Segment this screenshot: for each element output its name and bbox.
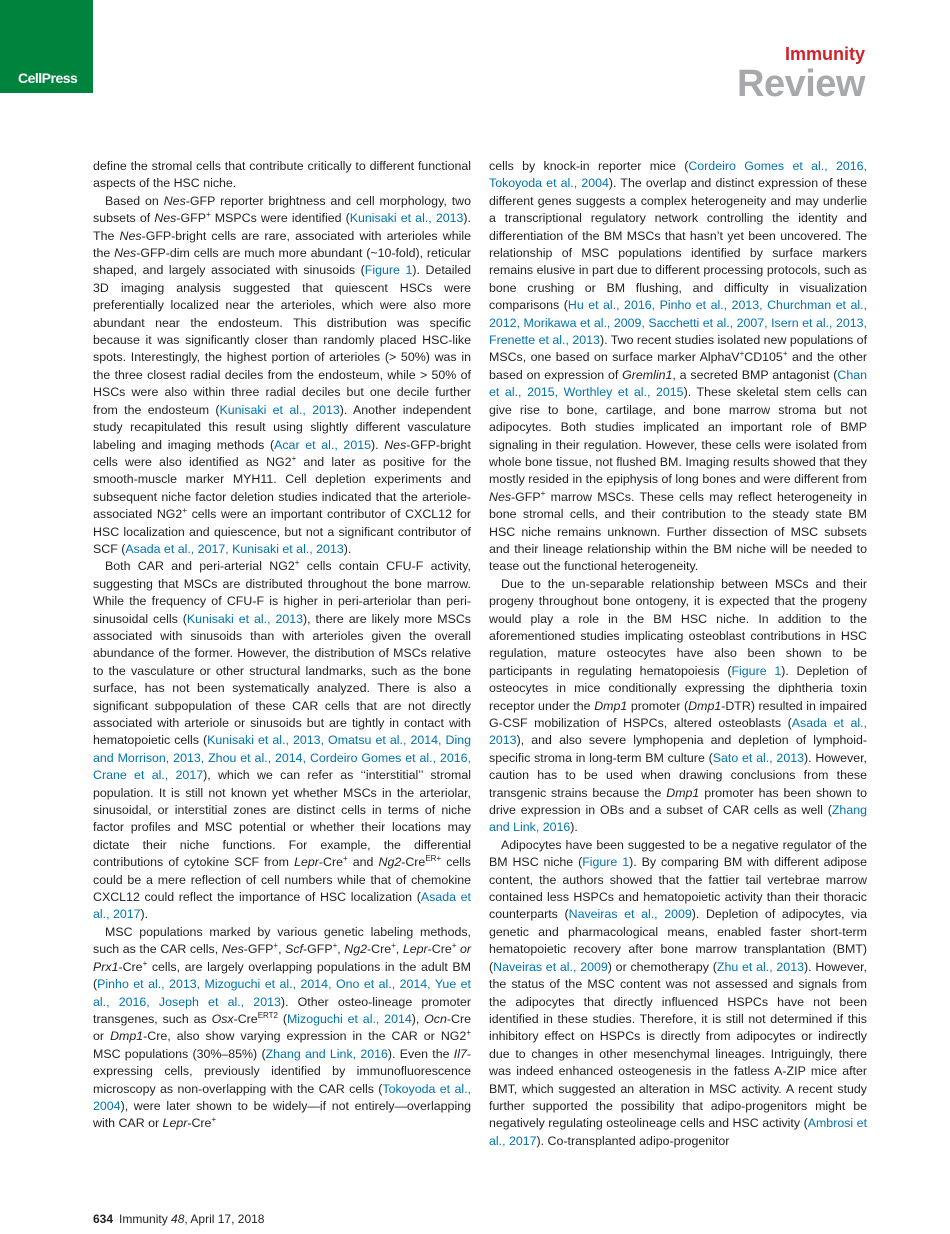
paragraph: Both CAR and peri-arterial NG2+ cells contain CFU-F activity, suggesting that MSCs are distributed throughout the bone marrow. While the frequency of CFU-F is higher in peri-arteriolar than peri-sinusoidal cells (Kunisaki et al., 2013), there are likely more MSCs associated with sinusoids than with arterioles given the overall abundance of the former. However, the distribution of MSCs relative to the vasculature or other structural landmarks, such as the bone surface, has not been systematically analyzed. There is also a significant subpopulation of these CAR cells that are not directly associated with arteriole or sinusoids but are tightly in contact with hematopoietic cells (Kunisaki et al., 2013, Omatsu et al., 2014, Ding and Morrison, 2013, Zhou et al., 2014, Cordeiro Gomes et al., 2016, Crane et al., 2017), which we can refer as ‘‘interstitial’’ stromal population. It is still not known yet whether MSCs in the arteriolar, sinusoidal, or interstitial zones are distinct cells in terms of niche factor profiles and MSC potential or whether their locations may dictate their niche functions. For example, the differential contributions of cytokine SCF from Lepr-Cre+ and Ng2-Cre$^{ER+}$ cells could be a mere reflection of cell numbers while that of chemokine CXCL12 could reflect the importance of HSC localization (Asada et al., 2017). xyxy=(93,558,472,922)
footer-volume: 48 xyxy=(171,1212,185,1226)
citation-link[interactable]: Naveiras et al., 2009 xyxy=(568,907,692,922)
paragraph: MSC populations marked by various genetic labeling methods, such as the CAR cells, Nes-GFP+, Scf-GFP+, Ng2-Cre+, Lepr-Cre+ or Prx1-Cre+ cells, are largely overlapping populations in the adult BM (Pinho et al., 2013, Mizoguchi et al., 2014, Ono et al., 2014, Yue et al., 2016, Joseph et al., 2013). Other osteo-lineage promoter transgenes, such as Osx-Cre$^{ERT2}$ (Mizoguchi et al., 2014), Ocn-Cre or Dmp1-Cre, also show varying expression in the CAR or NG2+ MSC populations (30%–85%) (Zhang and Link, 2016). Even the Il7-expressing cells, previously identified by immunofluorescence microscopy as non-overlapping with the CAR cells (Tokoyoda et al., 2004), were later shown to be widely—if not entirely—overlapping with CAR or Lepr-Cre+ xyxy=(93,924,471,1131)
citation-link[interactable]: Chan et al., 2015, Worthley et al., 2015 xyxy=(489,367,867,400)
citation-link[interactable]: Asada et al., 2017 xyxy=(93,890,471,922)
left-column xyxy=(93,158,471,1133)
citation-link[interactable]: Pinho et al., 2013, Mizoguchi et al., 2014, Ono et al., 2014, Yue et al., 2016, Joseph et al., 2013 xyxy=(93,977,471,1009)
citation-link[interactable]: Naveiras et al., 2009 xyxy=(493,959,608,974)
paragraph: Based on Nes-GFP reporter brightness and cell morphology, two subsets of Nes-GFP+ MSPCs were identified (Kunisaki et al., 2013). The Nes-GFP-bright cells are rare, associated with arterioles while the Nes-GFP-dim cells are much more abundant (~10-fold), reticular shaped, and largely associated with sinusoids (Figure 1). Detailed 3D imaging analysis suggested that quiescent HSCs were preferentially localized near the arterioles, which were also more abundant near the endosteum. This distribution was specific because it was significantly closer than randomly placed HSC-like spots. Interestingly, the highest portion of arterioles (> 50%) was in the three closest radial deciles from the endosteum, while > 50% of HSCs were also within three radial deciles but one decile further from the endosteum (Kunisaki et al., 2013). Another independent study recapitulated this result using slightly different vasculature labeling and imaging methods (Acar et al., 2015). Nes-GFP-bright cells were also identified as NG2+ and later as positive for the smooth-muscle marker MYH11. Cell depletion experiments and subsequent niche factor deletion studies indicated that the arteriole-associated NG2+ cells were an important contributor of CXCL12 for HSC localization and quiescence, but not a significant contributor of SCF (Asada et al., 2017, Kunisaki et al., 2013). xyxy=(93,193,472,556)
citation-link[interactable]: Zhang and Link, 2016 xyxy=(265,1046,388,1061)
paragraph: Adipocytes have been suggested to be a negative regulator of the BM HSC niche (Figure 1). By comparing BM with different adipose content, the authors showed that the fattier tail vertebrae marrow contained less HSPCs and hematopoietic activity than their thoracic counterparts (Naveiras et al., 2009). Depletion of adipocytes, via genetic and pharmacological means, enabled faster short-term hematopoietic recovery after bone marrow transplantation (BMT) (Naveiras et al., 2009) or chemotherapy (Zhu et al., 2013). However, the status of the MSC content was not assessed and signals from the adipocytes that directly influenced HSPCs have not been identified in these studies. Therefore, it is still not determined if this inhibitory effect on HSPCs is directly from adipocytes or indirectly due to changes in other mesenchymal lineages. Intriguingly, there was indeed enhanced osteogenesis in the fatless A-ZIP mice after BMT, which suggested an alteration in MSC activity. A recent study further supported the possibility that adipo-progenitors might be negatively regulating osteolineage cells and HSC activity (Ambrosi et al., 2017). Co-transplanted adipo-progenitor xyxy=(489,837,868,1148)
citation-link[interactable]: Cordeiro Gomes et al., 2016, Tokoyoda et al., 2004 xyxy=(489,159,867,191)
citation-link[interactable]: Kunisaki et al., 2013, Omatsu et al., 2014, Ding and Morrison, 2013, Zhou et al., 2014, Cordeiro Gomes et al., 2016, Crane et al., 2017 xyxy=(93,733,471,783)
footer-journal: Immunity xyxy=(119,1212,172,1226)
publisher-logo-text: CellPress xyxy=(18,70,78,86)
page-number: 634 xyxy=(93,1212,114,1226)
publisher-logo xyxy=(0,0,93,93)
citation-link[interactable]: Kunisaki et al., 2013 xyxy=(186,611,304,626)
paragraph: Due to the un-separable relationship between MSCs and their progeny throughout bone ontogeny, it is expected that the progeny would play a role in the BM HSC niche. In addition to the aforementioned studies implicating osteoblast contributions in HSC regulation, mature osteocytes have also been shown to be participants in regulating hematopoiesis (Figure 1). Depletion of osteocytes in mice conditionally expressing the diphtheria toxin receptor under the Dmp1 promoter (Dmp1-DTR) resulted in impaired G-CSF mobilization of HSPCs, altered osteoblasts (Asada et al., 2013), and also severe lymphopenia and depletion of lymphoid-specific stroma in long-term BM culture (Sato et al., 2013). However, caution has to be used when drawing conclusions from these transgenic strains because the Dmp1 promoter has been shown to drive expression in OBs and a subset of CAR cells as well (Zhang and Link, 2016). xyxy=(489,576,868,835)
figure-link[interactable]: Figure 1 xyxy=(731,663,782,678)
figure-link[interactable]: Figure 1 xyxy=(582,855,630,870)
paragraph: define the stromal cells that contribute critically to different functional aspects of the HSC niche. xyxy=(93,159,471,191)
citation-link[interactable]: Hu et al., 2016, Pinho et al., 2013, Churchman et al., 2012, Morikawa et al., 2009, Sacchetti et al., 2007, Isern et al., 2013, Frenette et al., 2013 xyxy=(489,298,868,348)
citation-link[interactable]: Sato et al., 2013 xyxy=(712,750,804,765)
right-column xyxy=(489,158,867,1150)
citation-link[interactable]: Kunisaki et al., 2013 xyxy=(219,402,340,417)
citation-link[interactable]: Zhang and Link, 2016 xyxy=(489,803,867,835)
citation-link[interactable]: Tokoyoda et al., 2004 xyxy=(93,1081,471,1113)
page-footer xyxy=(93,1212,264,1226)
figure-link[interactable]: Figure 1 xyxy=(364,263,413,278)
citation-link[interactable]: Ambrosi et al., 2017 xyxy=(489,1116,868,1148)
article-type: Review xyxy=(737,63,865,105)
citation-link[interactable]: Zhu et al., 2013 xyxy=(716,959,804,974)
citation-link[interactable]: Asada et al., 2017, Kunisaki et al., 2013 xyxy=(125,541,344,556)
citation-link[interactable]: Asada et al., 2013 xyxy=(489,716,867,748)
journal-header xyxy=(737,44,865,104)
citation-link[interactable]: Kunisaki et al., 2013 xyxy=(349,211,464,226)
footer-date: , April 17, 2018 xyxy=(184,1212,265,1226)
journal-name: Immunity xyxy=(784,44,865,64)
paragraph: cells by knock-in reporter mice (Cordeiro Gomes et al., 2016, Tokoyoda et al., 2004). The overlap and distinct expression of these different genes suggests a complex heterogeneity and may underlie a transcriptional regulatory network controlling the identity and differentiation of the BM MSCs that hasn’t yet been uncovered. The relationship of MSC populations identified by surface markers remains elusive in part due to different processing protocols, such as bone crushing or BM flushing, and difficulty in visualization comparisons (Hu et al., 2016, Pinho et al., 2013, Churchman et al., 2012, Morikawa et al., 2009, Sacchetti et al., 2007, Isern et al., 2013, Frenette et al., 2013). Two recent studies isolated new populations of MSCs, one based on surface marker AlphaV+CD105+ and the other based on expression of Gremlin1, a secreted BMP antagonist (Chan et al., 2015, Worthley et al., 2015). These skeletal stem cells can give rise to bone, cartilage, and bone marrow stroma but not adipocytes. Both studies implicated an important role of BMP signaling in their regulation. However, these cells were isolated from whole bone tissue, not flushed BM. Imaging results showed that they mostly resided in the epiphysis of long bones and were different from Nes-GFP+ marrow MSCs. These cells may reflect heterogeneity in bone stromal cells, and their contribution to the steady state BM HSC niche remains unknown. Further dissection of MSC subsets and their lineage relationship within the BM niche will be needed to tease out the functional heterogeneity. xyxy=(489,159,868,574)
citation-link[interactable]: Mizoguchi et al., 2014 xyxy=(286,1011,412,1026)
citation-link[interactable]: Acar et al., 2015 xyxy=(274,437,371,452)
